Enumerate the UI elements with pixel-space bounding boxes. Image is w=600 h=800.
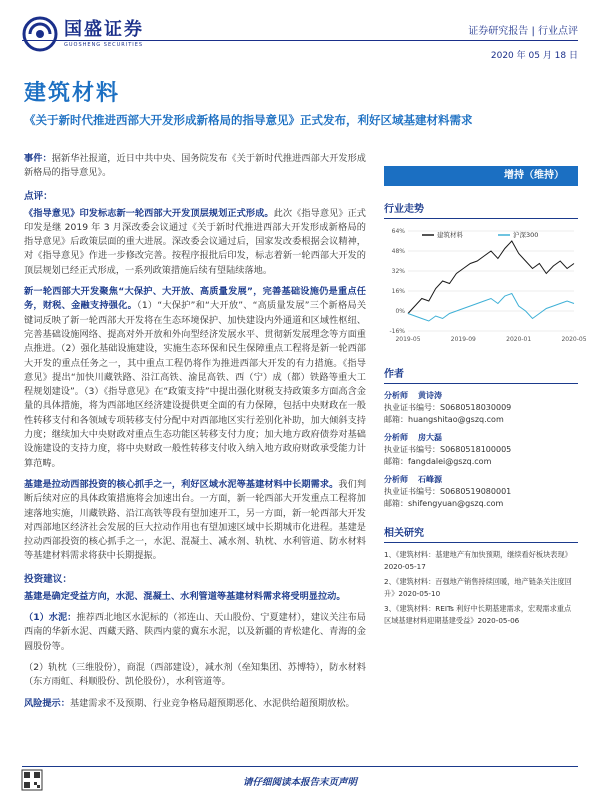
p1-lead: 《指导意见》印发标志新一轮西部大开发顶层规划正式形成。: [24, 207, 274, 219]
trend-title: 行业走势: [384, 200, 578, 219]
related-item[interactable]: 2、《建筑材料：百强地产销售持续回暖，地产链条关注度回升》2020-05-10: [384, 577, 572, 598]
invest-lead: 基建是确定受益方向，水泥、混凝土、水利管道等基建材料需求将受明显拉动。: [24, 590, 346, 602]
related-list: [384, 549, 578, 627]
analyst-name: 黄诗涛: [418, 391, 442, 400]
analyst-email[interactable]: 邮箱：shifengyuan@gszq.com: [384, 499, 504, 508]
analyst-cert: 执业证书编号：S0680519080001: [384, 487, 512, 496]
p2-lead: 新一轮西部大开发聚焦“大保护、大开放、高质量发展”，完善基础设施仍是重点任务，财税、金融支持强化。: [24, 286, 366, 312]
y-tick-label: -16%: [389, 328, 405, 335]
headline: 《关于新时代推进西部大开发形成新格局的指导意见》正式发布，利好区域基建材料需求: [24, 113, 473, 127]
report-type: 证券研究报告 | 行业点评: [468, 26, 578, 37]
legend-label: 沪深300: [513, 231, 539, 239]
y-tick-label: 16%: [391, 288, 405, 295]
p3-lead: 基建是拉动西部投资的核心抓手之一，利好区域水泥等基建材料中长期需求。: [24, 478, 339, 490]
sidebar: [384, 166, 587, 630]
analyst-email[interactable]: 邮箱：huangshitao@gszq.com: [384, 415, 504, 424]
y-tick-label: 64%: [391, 228, 405, 235]
analyst-email[interactable]: 邮箱：fangdalei@gszq.com: [384, 457, 492, 466]
legend-label: 建筑材料: [437, 231, 463, 239]
industry-title: 建筑材料: [24, 81, 121, 106]
p2-text: （1）“大保护”和“大开放”、“高质量发展”三个新格局关键词反映了新一轮西部大开发将在生态环境保护、加快建设内外通道和区域性枢纽、完善基础设施网络、提高对外开放和外向型经济发展水平、贯彻新发展理念等方面重点推进。（2）强化基础设施建设，实施生态环保和民生保障重点工程将是新一轮西部大开发的重点任务之一，其中重点工程仍将作为推进西部大开发的有力措施。《指导意见》提出“加快川藏铁路、沿江高铁、渝昆高铁、西（宁）成（都）铁路等重大工程规划建设”。（3）《指导意见》在“政策支持”中提出强化财税支持政策多方面高含金量的具体措施，将为西部地区经济建设提供更全面的有力保障，包括中央财政在一般性转移支付和各领域专项转移支付分配中对西部地区实行差别化补助，加大倾斜支持力度；继续加大中央财政对重点生态功能区转移支付力度；加大地方政府债券对基础设施建设的支持力度，将中央财政一般性转移支付收入纳入地方政府财政承受能力计算范畴。: [24, 300, 367, 469]
analyst-role: 分析师: [384, 433, 408, 442]
analyst-role: 分析师: [384, 475, 408, 484]
analyst-cert: 执业证书编号：S0680518030009: [384, 403, 512, 412]
footer-disclaimer: 请仔细阅读本报告末页声明: [242, 777, 357, 788]
series-line-2: [408, 294, 574, 322]
analyst-cert: 执业证书编号：S0680518100005: [384, 445, 512, 454]
rec1-label: （1）水泥：: [24, 612, 77, 624]
x-tick-label: 2019-09: [450, 336, 476, 343]
comment-title: 点评：: [24, 190, 53, 202]
event-label: 事件：: [24, 153, 52, 164]
y-tick-label: 0%: [395, 308, 405, 315]
comment-paragraph-3: [24, 478, 366, 564]
comment-paragraph-2: [24, 285, 366, 471]
header: [0, 0, 600, 60]
risk-text: 基建需求不及预期、行业竞争格局超预期恶化、水泥供给超预期放松。: [69, 697, 355, 709]
main-column: [24, 152, 366, 718]
rating-badge: 增持（维持）: [384, 166, 578, 186]
x-tick-label: 2019-05: [395, 336, 421, 343]
trend-chart: [384, 223, 587, 347]
recommendation-1: [24, 611, 366, 654]
logo-english: GUOSHENG SECURITIES: [64, 42, 144, 48]
risk-paragraph: [24, 697, 366, 711]
y-tick-label: 32%: [391, 268, 405, 275]
p3-text: 我们判断后续对应的具体政策措施将会加速出台。一方面，新一轮西部大开发重点工程将加速落地实施，川藏铁路、沿江高铁等段有望加速开工，另一方面，新一轮西部大开发对西部地区经济社会发展的巨大拉动作用也有望加速区域中长期城市化进程。基建是拉动西部投资的核心抓手之一，水泥、混凝土、减水剂、轨枕、水利管道、防水材料等基建材料需求将获中长期提振。: [24, 478, 367, 562]
rec1-text: 推荐西北地区水泥标的（祁连山、天山股份、宁夏建材），建议关注布局西南的华新水泥、西藏天路、陕西内蒙的冀东水泥，以及新疆的青松建化、青海的金圆股份等。: [24, 612, 366, 652]
analyst-3: [384, 474, 578, 510]
logo: [22, 16, 144, 52]
related-item[interactable]: 1、《建筑材料：基建地产有加快预期，继续看好板块表现》2020-05-17: [384, 550, 572, 571]
p1-text: 此次《指导意见》正式印发是继 2019 年 3 月深改委会议通过《关于新时代推进西部大开发形成新格局的指导意见》后政策层面的重大进展。深改委会议通过后，国家发改委根据会议精神，对《指导意见》作进一步修改完善。按程序报批后印发，标志着新一轮西部大开发的顶层规划已经正式形成，一系列政策措施后续有望陆续落地。: [24, 207, 366, 276]
report-date: 2020 年 05 月 18 日: [490, 51, 578, 61]
invest-title: 投资建议：: [24, 573, 72, 585]
analyst-name: 石峰源: [418, 475, 442, 484]
analyst-name: 房大磊: [418, 433, 442, 442]
y-tick-label: 48%: [391, 248, 405, 255]
comment-paragraph-1: [24, 207, 366, 278]
logo-name: 国盛证券: [64, 19, 144, 40]
analyst-role: 分析师: [384, 391, 408, 400]
header-divider: [22, 40, 578, 41]
analysts-list: [384, 390, 578, 510]
related-title: 相关研究: [384, 524, 578, 543]
event-paragraph: [24, 152, 366, 181]
logo-mark-icon: [22, 16, 58, 52]
analyst-1: [384, 390, 578, 426]
analyst-2: [384, 432, 578, 468]
recommendation-2: （2）轨枕（三维股份），商混（西部建设），减水剂（垒知集团、苏博特），防水材料（东方雨虹、科顺股份、凯伦股份），水利管道等。: [24, 661, 366, 688]
x-tick-label: 2020-01: [506, 336, 532, 343]
series-line-1: [408, 241, 574, 314]
related-item[interactable]: 3、《建筑材料：REITs 利好中长期基建需求，宏观需求重点区域基建材料迎期基建受益》2020-05-06: [384, 604, 572, 625]
x-tick-label: 2020-05: [561, 336, 587, 343]
event-text: 据新华社报道，近日中共中央、国务院发布《关于新时代推进西部大开发形成新格局的指导意见》。: [24, 153, 366, 179]
analysts-title: 作者: [384, 365, 578, 384]
footer-divider: [22, 766, 578, 767]
risk-label: 风险提示：: [24, 697, 70, 709]
